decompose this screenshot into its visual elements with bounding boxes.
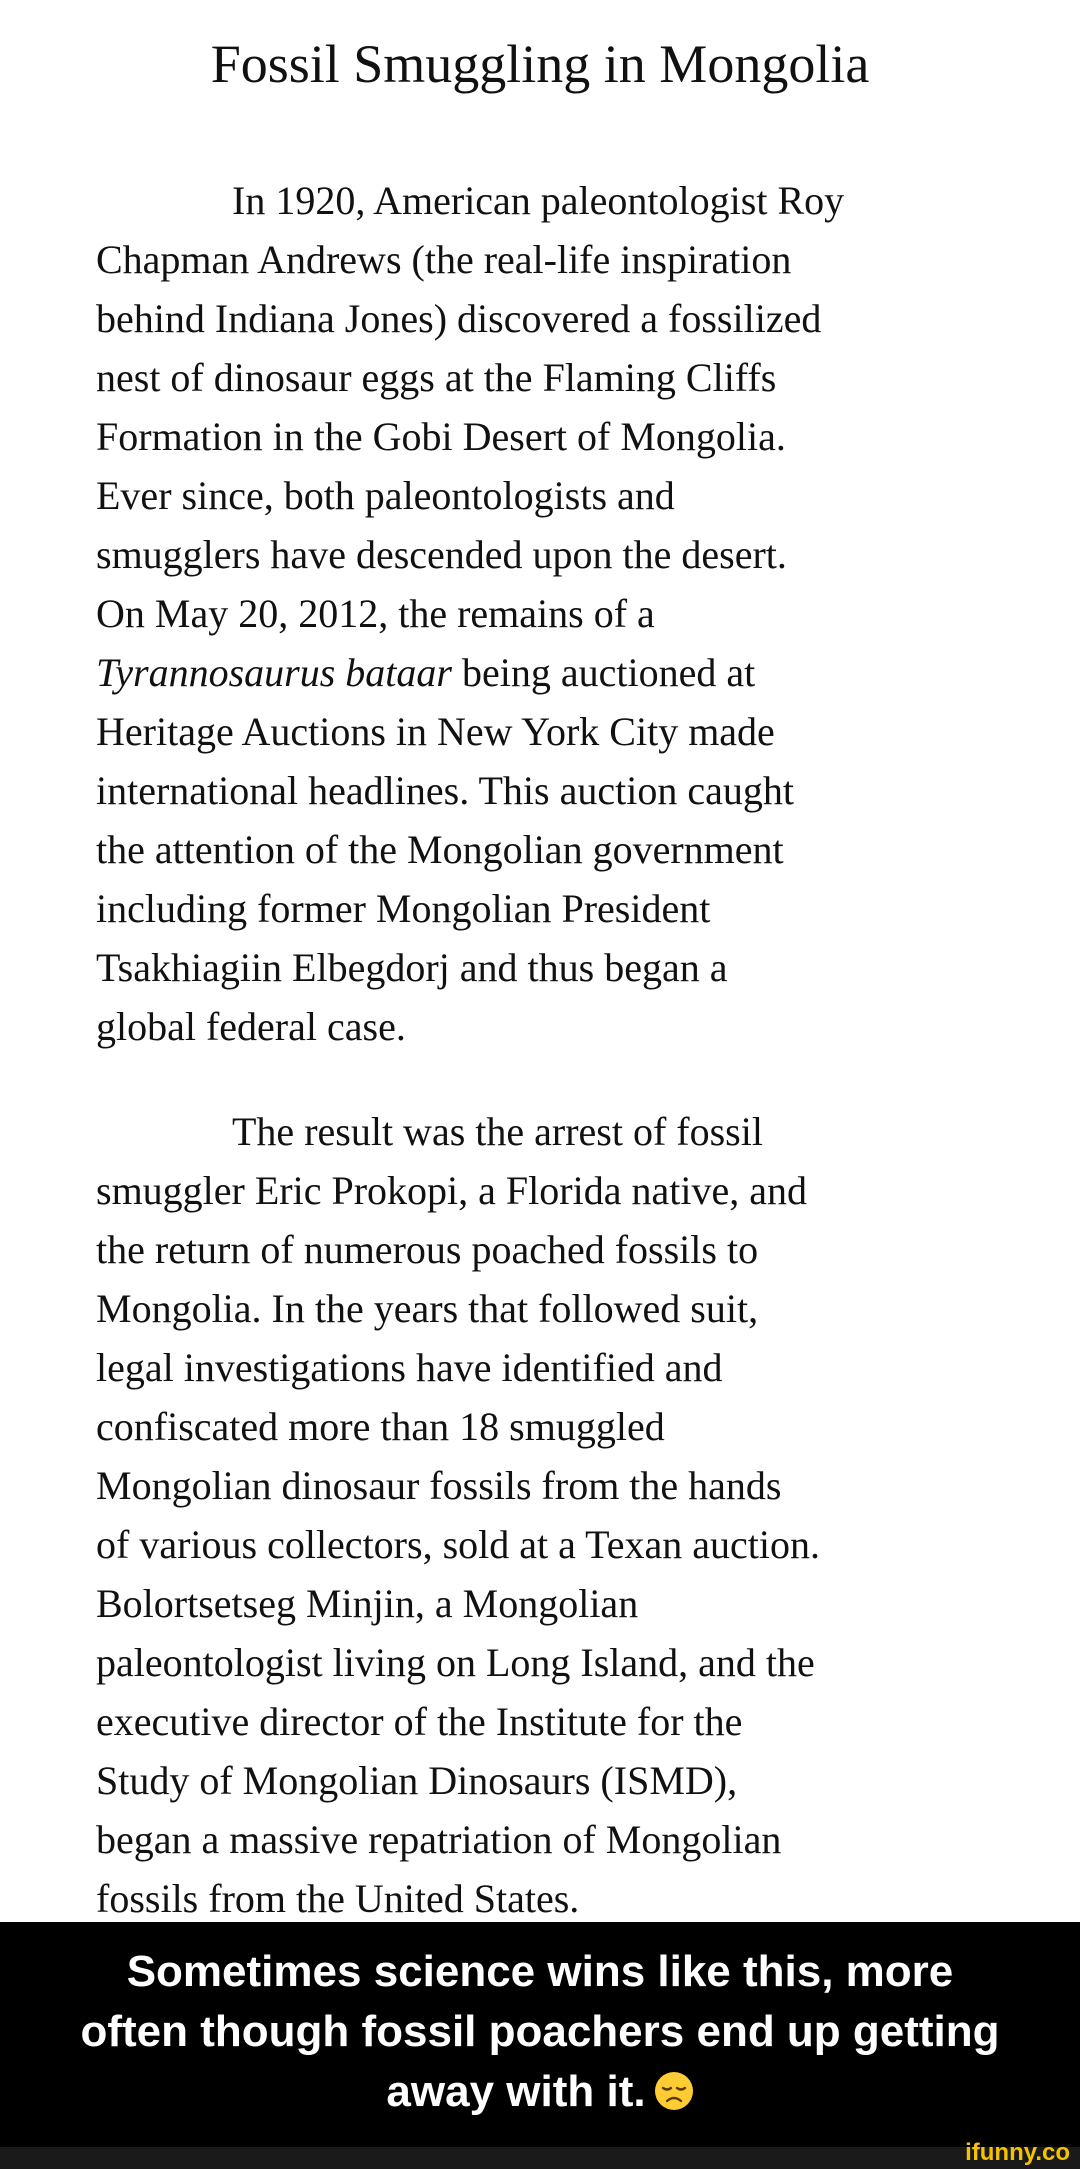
meme-caption	[0, 1922, 1080, 2147]
text-line: behind Indiana Jones) discovered a fossilized	[96, 296, 822, 341]
text-line: the return of numerous poached fossils to	[96, 1227, 759, 1272]
text-line: Heritage Auctions in New York City made	[96, 709, 775, 754]
disappointed-face-icon	[654, 2071, 694, 2111]
article-paragraph-2	[96, 1102, 996, 1928]
article-paragraph-1	[96, 171, 996, 1056]
text-line: began a massive repatriation of Mongolian	[96, 1817, 782, 1862]
text-line: confiscated more than 18 smuggled	[96, 1404, 665, 1449]
caption-line-text: away with it.	[386, 2067, 646, 2116]
text-line: On May 20, 2012, the remains of a	[96, 591, 655, 636]
text-line: executive director of the Institute for the	[96, 1699, 743, 1744]
page-title: Fossil Smuggling in Mongolia	[210, 34, 870, 94]
caption-line: often though fossil poachers end up getting	[80, 2007, 1000, 2056]
text-line: Mongolian dinosaur fossils from the hands	[96, 1463, 782, 1508]
text-line: The result was the arrest of fossil	[232, 1109, 763, 1154]
caption-line: Sometimes science wins like this, more	[126, 1947, 954, 1996]
text-line-rest: being auctioned at	[451, 650, 756, 695]
footer-bar	[0, 2147, 1080, 2169]
text-line: smugglers have descended upon the desert.	[96, 532, 787, 577]
text-line: legal investigations have identified and	[96, 1345, 723, 1390]
text-line: paleontologist living on Long Island, and the	[96, 1640, 815, 1685]
text-line: Study of Mongolian Dinosaurs (ISMD),	[96, 1758, 738, 1803]
text-line: Mongolia. In the years that followed suit,	[96, 1286, 759, 1331]
text-line: Chapman Andrews (the real-life inspiration	[96, 237, 792, 282]
text-line: In 1920, American paleontologist Roy	[232, 178, 845, 223]
text-line	[96, 643, 996, 702]
text-line: smuggler Eric Prokopi, a Florida native, and	[96, 1168, 807, 1213]
text-line: fossils from the United States.	[96, 1876, 580, 1921]
caption-line	[0, 2062, 1080, 2122]
text-line: including former Mongolian President	[96, 886, 711, 931]
text-line: international headlines. This auction caught	[96, 768, 794, 813]
text-line: Formation in the Gobi Desert of Mongolia.	[96, 414, 786, 459]
text-line: Bolortsetseg Minjin, a Mongolian	[96, 1581, 639, 1626]
species-name: Tyrannosaurus bataar	[96, 650, 452, 695]
text-line: Tsakhiagiin Elbegdorj and thus began a	[96, 945, 728, 990]
text-line: the attention of the Mongolian government	[96, 827, 784, 872]
text-line: nest of dinosaur eggs at the Flaming Cliffs	[96, 355, 777, 400]
text-line: Ever since, both paleontologists and	[96, 473, 675, 518]
ifunny-watermark[interactable]: ifunny.co	[965, 2139, 1070, 2166]
text-line: global federal case.	[96, 1004, 406, 1049]
text-line: of various collectors, sold at a Texan auction.	[96, 1522, 821, 1567]
